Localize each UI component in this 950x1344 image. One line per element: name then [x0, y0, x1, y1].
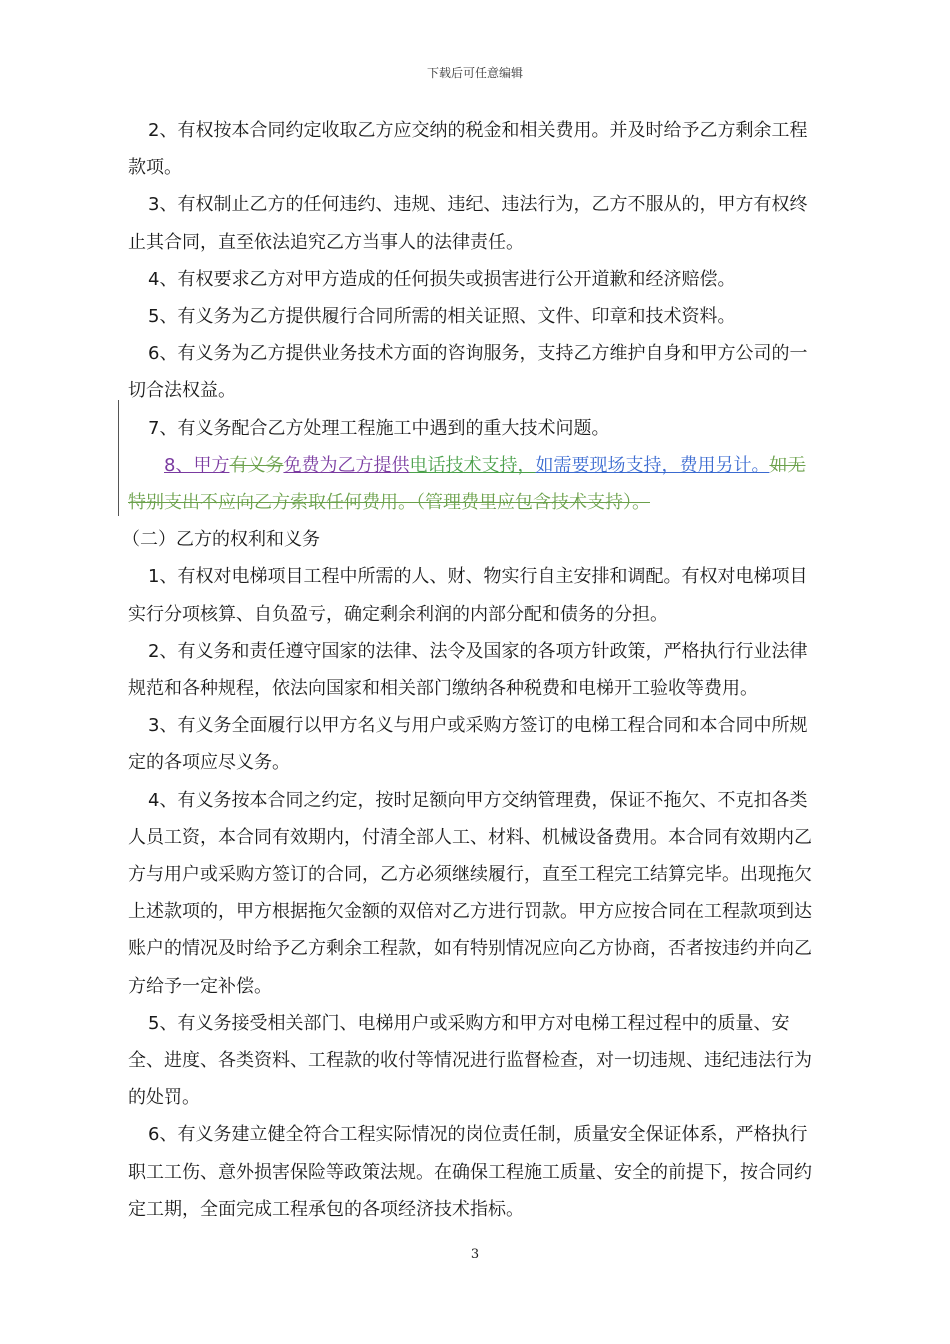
document-body [122, 112, 818, 1228]
paragraph-a7: 7、有义务配合乙方处理工程施工中遇到的重大技术问题。 [148, 417, 610, 439]
revision-change-bar [118, 400, 119, 516]
revision-inserted-text: 电话技术支持， [409, 454, 536, 476]
paragraph-b2: 2、有义务和责任遵守国家的法律、法令及国家的各项方针政策，严格执行行业法律规范和各种规程，依法向国家和相关部门缴纳各种税费和电梯开工验收等费用。 [128, 640, 808, 700]
revision-deleted-text: 有义务 [229, 454, 284, 476]
paragraph-a5: 5、有义务为乙方提供履行合同所需的相关证照、文件、印章和技术资料。 [148, 306, 736, 328]
paragraph-b6: 6、有义务建立健全符合工程实际情况的岗位责任制，质量安全保证体系，严格执行职工工伤、意外损害保险等政策法规。在确保工程施工质量、安全的前提下，按合同约定工期，全面完成工程承包的各项经济技术指标。 [128, 1124, 812, 1220]
page-header-note: 下载后可任意编辑 [426, 66, 523, 80]
paragraph-a4: 4、有权要求乙方对甲方造成的任何损失或损害进行公开道歉和经济赔偿。 [148, 268, 736, 290]
revision-inserted-text: 为乙方提供 [319, 454, 410, 476]
section-heading: （二）乙方的权利和义务 [122, 529, 320, 551]
page-number: 3 [470, 1247, 480, 1262]
revision-inserted-text: 8、甲方 [164, 454, 230, 476]
revision-deleted-text: 如无特别支出不应向乙方索取任何费用。（管理费里应包含技术支持）。 [128, 454, 806, 514]
paragraph-a6: 6、有义务为乙方提供业务技术方面的咨询服务，支持乙方维护自身和甲方公司的一切合法权益。 [128, 343, 808, 402]
paragraph-b4: 4、有义务按本合同之约定，按时足额向甲方交纳管理费，保证不拖欠、不克扣各类人员工资，本合同有效期内，付清全部人工、材料、机械设备费用。本合同有效期内乙方与用户或采购方签订的合同，乙方必须继续履行，直至工程完工结算完毕。出现拖欠上述款项的，甲方根据拖欠金额的双倍对乙方进行罚款。甲方应按合同在工程款项到达账户的情况及时给予乙方剩余工程款，如有特别情况应向乙方协商，否者按违约并向乙方给予一定补偿。 [128, 789, 812, 997]
paragraph-b3: 3、有义务全面履行以甲方名义与用户或采购方签订的电梯工程合同和本合同中所规定的各项应尽义务。 [128, 715, 808, 774]
revision-inserted-text: 免费 [283, 454, 320, 476]
revision-inserted-text: 如需要现场支持，费用另计。 [535, 454, 770, 476]
paragraph-b1: 1、有权对电梯项目工程中所需的人、财、物实行自主安排和调配。有权对电梯项目实行分项核算、自负盈亏，确定剩余利润的内部分配和债务的分担。 [128, 566, 808, 625]
paragraph-a2: 2、有权按本合同约定收取乙方应交纳的税金和相关费用。并及时给予乙方剩余工程款项。 [128, 120, 808, 179]
paragraph-a8-revision [128, 447, 818, 521]
paragraph-a3: 3、有权制止乙方的任何违约、违规、违纪、违法行为，乙方不服从的，甲方有权终止其合同，直至依法追究乙方当事人的法律责任。 [128, 194, 808, 253]
paragraph-b5: 5、有义务接受相关部门、电梯用户或采购方和甲方对电梯工程过程中的质量、安全、进度、各类资料、工程款的收付等情况进行监督检查，对一切违规、违纪违法行为的处罚。 [128, 1012, 812, 1109]
